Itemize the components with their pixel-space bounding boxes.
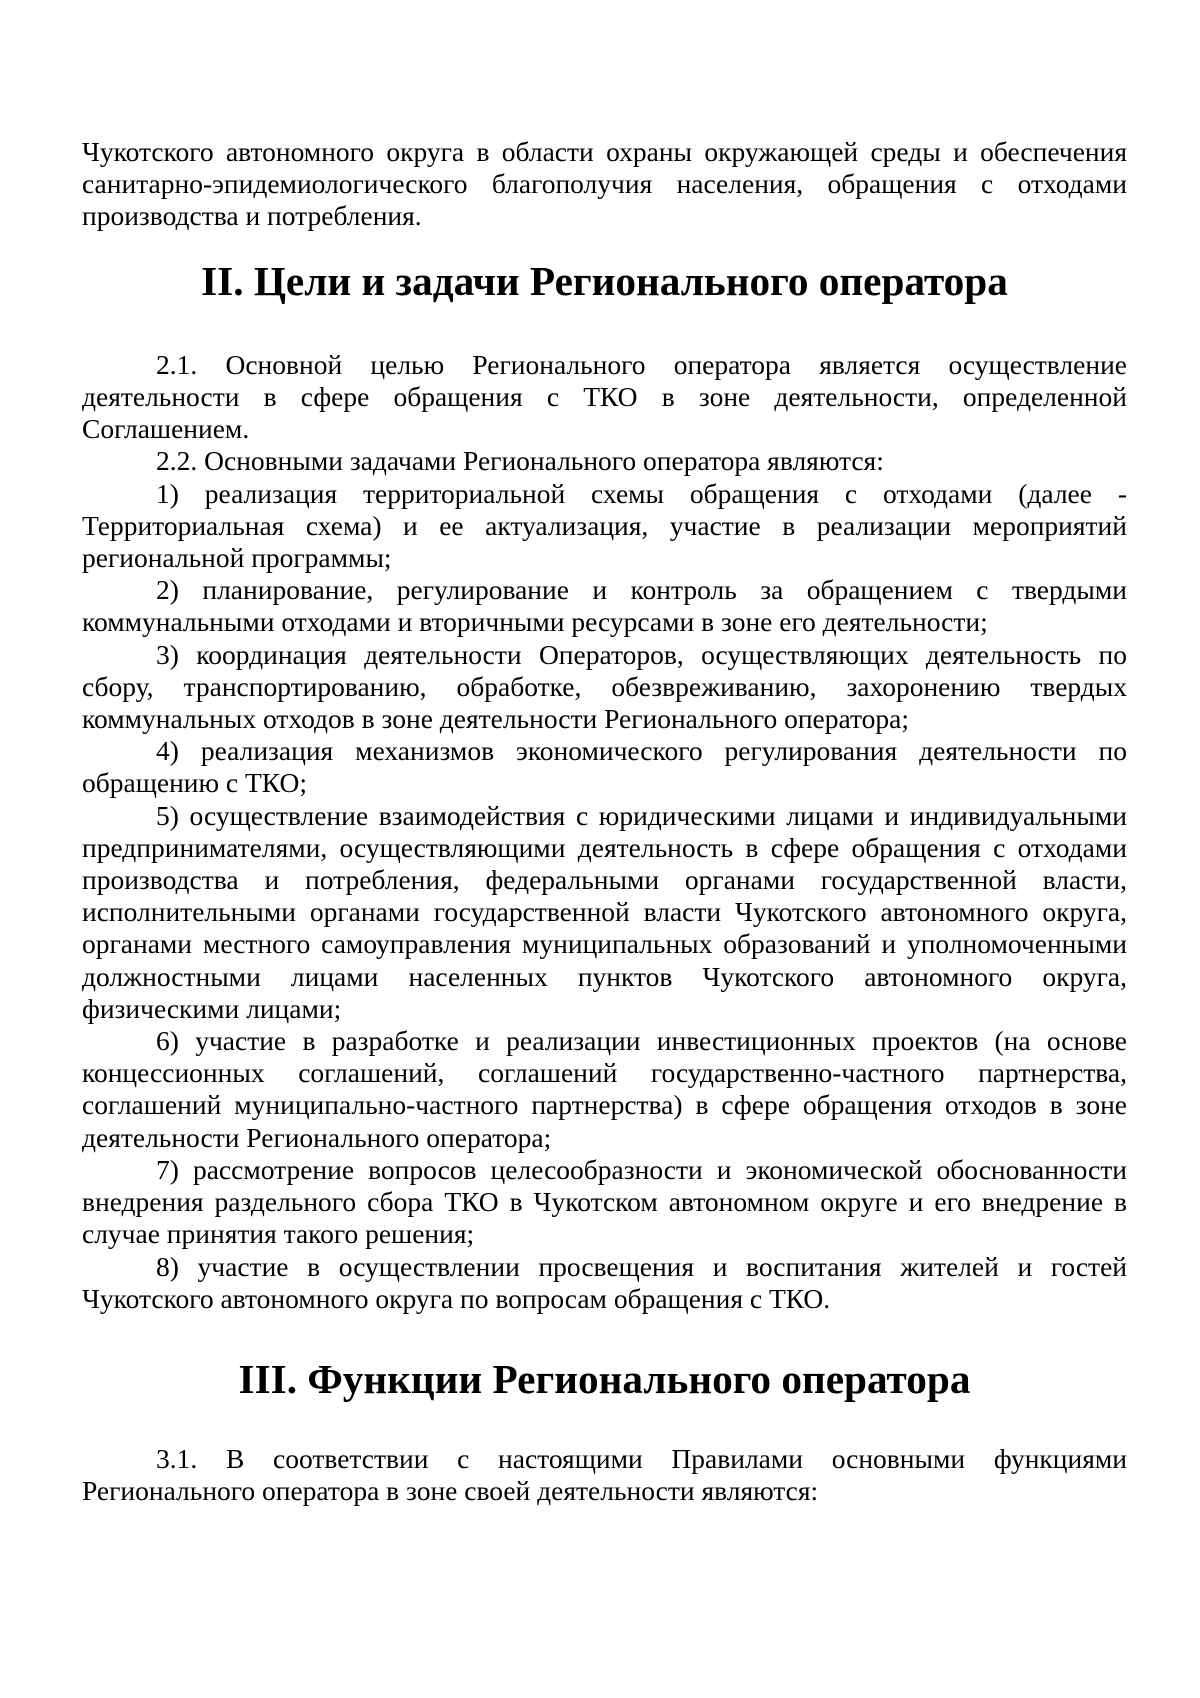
paragraph-3-1: 3.1. В соответствии с настоящими Правилами основными функциями Регионального оператора в зоне своей деятельности являются: xyxy=(82,1443,1127,1507)
paragraph-2-2: 2.2. Основными задачами Регионального оператора являются: xyxy=(156,445,884,477)
list-item-4: 4) реализация механизмов экономического регулирования деятельности по обращению с ТКО; xyxy=(82,735,1127,799)
list-item-3: 3) координация деятельности Операторов, осуществляющих деятельность по сбору, транспортированию, обработке, обезвреживанию, захоронению твердых коммунальных отходов в зоне деятельности Регионального оператора; xyxy=(82,638,1127,735)
document-page xyxy=(82,136,1127,1508)
paragraph-2-1: 2.1. Основной целью Регионального оператора является осуществление деятельности в сфере обращения с ТКО в зоне деятельности, определенной Соглашением. xyxy=(82,348,1127,445)
list-item-2: 2) планирование, регулирование и контроль за обращением с твердыми коммунальными отходами и вторичными ресурсами в зоне его деятельности; xyxy=(82,574,1127,638)
spacer xyxy=(82,297,1127,349)
list-item-8: 8) участие в осуществлении просвещения и воспитания жителей и гостей Чукотского автономного округа по вопросам обращения с ТКО. xyxy=(82,1250,1127,1314)
list-item-6: 6) участие в разработке и реализации инвестиционных проектов (на основе концессионных соглашений, соглашений государственно-частного партнерства, соглашений муниципально-частного партнерства) в сфере обращения отходов в зоне деятельности Регионального оператора; xyxy=(82,1025,1127,1153)
spacer xyxy=(82,1395,1127,1443)
list-item-7: 7) рассмотрение вопросов целесообразности и экономической обоснованности внедрения раздельного сбора ТКО в Чукотском автономном округе и его внедрение в случае принятия такого решения; xyxy=(82,1153,1127,1250)
section-3-heading: III. Функции Регионального оператора xyxy=(238,1355,971,1402)
section-2-heading: II. Цели и задачи Регионального оператора xyxy=(201,257,1008,304)
list-item-5: 5) осуществление взаимодействия с юридическими лицами и индивидуальными предпринимателями, осуществляющими деятельность в сфере обращения с отходами производства и потребления, федеральными органами государственной власти, исполнительными органами государственной власти Чукотского автономного округа, органами местного самоуправления муниципальных образований и уполномоченными должностными лицами населенных пунктов Чукотского автономного округа, физическими лицами; xyxy=(82,799,1127,1024)
intro-paragraph: Чукотского автономного округа в области охраны окружающей среды и обеспечения санитарно-эпидемиологического благополучия населения, обращения с отходами производства и потребления. xyxy=(82,136,1127,232)
list-item-1: 1) реализация территориальной схемы обращения с отходами (далее - Территориальная схема) и ее актуализация, участие в реализации мероприятий региональной программы; xyxy=(82,477,1127,574)
